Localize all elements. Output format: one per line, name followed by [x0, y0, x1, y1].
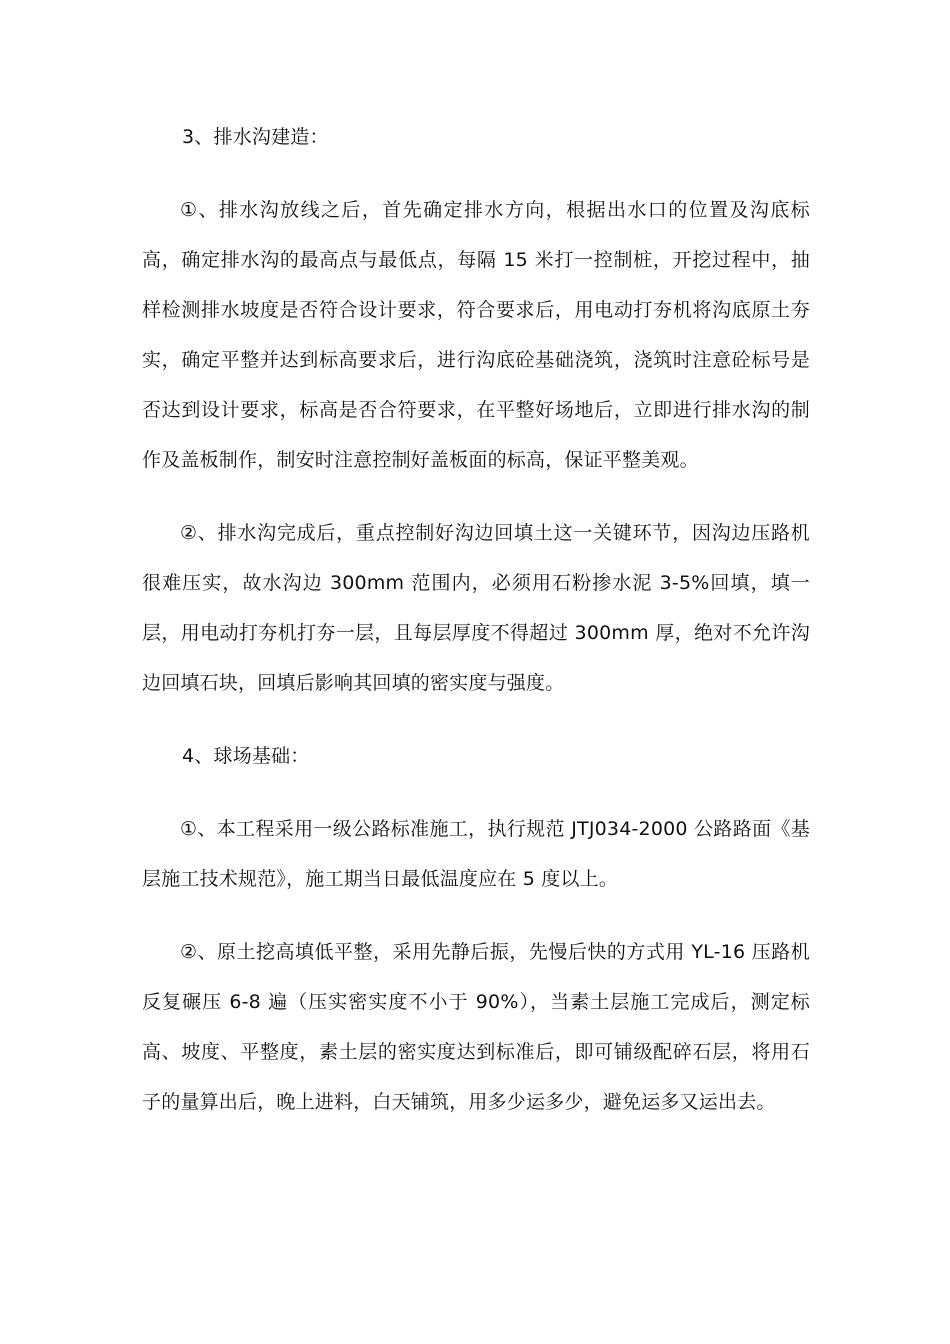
- paragraph-gap: [142, 708, 810, 731]
- paragraph-gap: [142, 162, 810, 185]
- paragraph-gap: [142, 904, 810, 927]
- paragraph-court-standard: ①、本工程采用一级公路标准施工，执行规范 JTJ034-2000 公路路面《基层施工技术规范》，施工期当日最低温度应在 5 度以上。: [142, 818, 810, 890]
- paragraph-drainage-backfill: ②、排水沟完成后，重点控制好沟边回填土这一关键环节，因沟边压路机很难压实，故水沟边 300mm 范围内，必须用石粉掺水泥 3-5%回填，填一层，用电动打夯机打夯一层，且每层厚度不得超过 300mm 厚，绝对不允许沟边回填石块，回填后影响其回填的密实度与强度。: [142, 522, 810, 694]
- section-heading-3: 3、排水沟建造：: [182, 126, 329, 148]
- paragraph-drainage-layout: ①、排水沟放线之后，首先确定排水方向，根据出水口的位置及沟底标高，确定排水沟的最高点与最低点，每隔 15 米打一控制桩，开挖过程中，抽样检测排水坡度是否符合设计要求，符合要求后，用电动打夯机将沟底原土夯实，确定平整并达到标高要求后，进行沟底砼基础浇筑，浇筑时注意砼标号是否达到设计要求，标高是否合符要求，在平整好场地后，立即进行排水沟的制作及盖板制作，制安时注意控制好盖板面的标高，保证平整美观。: [142, 199, 810, 471]
- document-body: [142, 112, 810, 1127]
- paragraph-gap: [142, 781, 810, 804]
- paragraph-court-compaction: ②、原土挖高填低平整，采用先静后振，先慢后快的方式用 YL-16 压路机反复碾压 6-8 遍（压实密实度不小于 90%），当素土层施工完成后，测定标高、坡度、平整度，素土层的密实度达到标准后，即可铺级配碎石层，将用石子的量算出后，晚上进料，白天铺筑，用多少运多少，避免运多又运出去。: [142, 941, 810, 1113]
- section-heading-4: 4、球场基础：: [182, 745, 310, 767]
- paragraph-gap: [142, 485, 810, 508]
